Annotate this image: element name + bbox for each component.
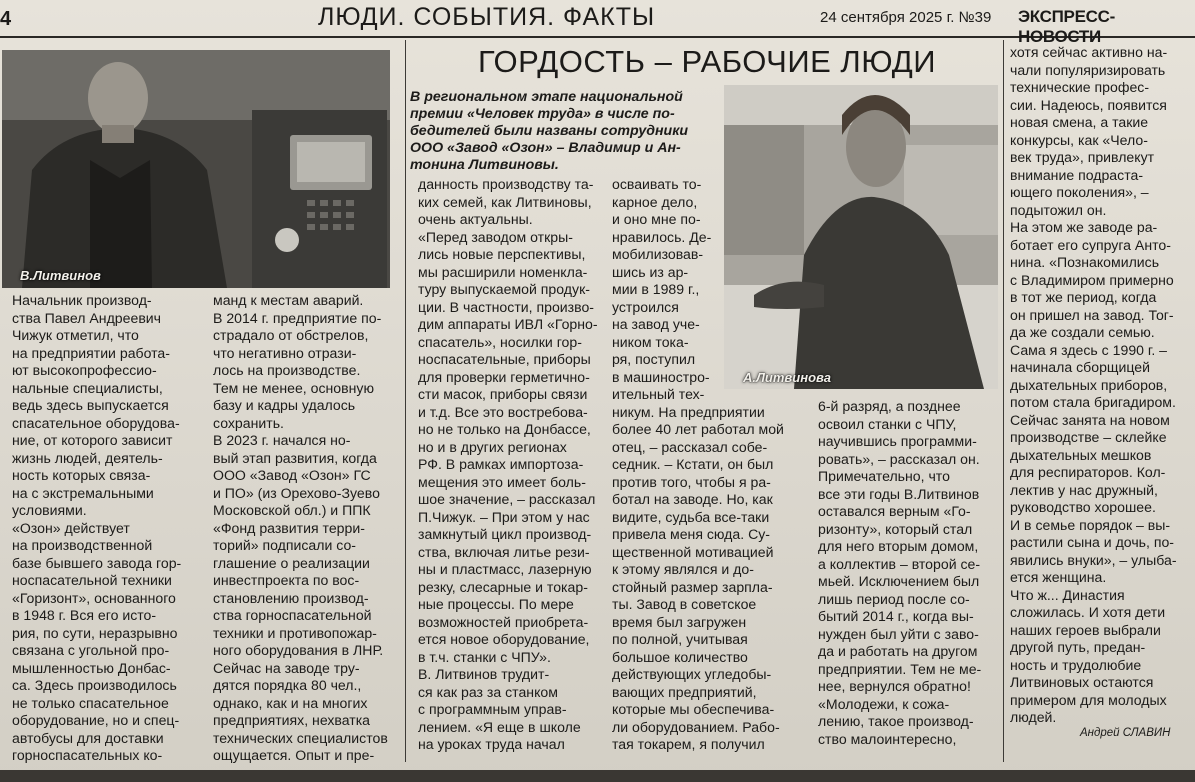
text-line: автобусы для доставки (12, 729, 164, 746)
text-line: все эти годы В.Литвинов (818, 485, 980, 502)
text-line: мьей. Исключением был (818, 573, 980, 589)
text-line: Сама я здесь с 1990 г. – (1010, 341, 1168, 358)
text-line: тая токарем, я получил (612, 736, 765, 752)
text-line: данность производству та- (418, 176, 594, 192)
text-column-4 (612, 176, 812, 754)
text-line: Примечательно, что (818, 468, 950, 484)
text-line: и ПО» (из Орехово-Зуево (213, 484, 380, 501)
text-line: щественной мотивацией (612, 543, 774, 560)
text-line: карное дело, (612, 193, 698, 210)
text-line: «Молодежи, к сожа- (818, 695, 950, 712)
text-line: страдало от обстрелов, (213, 327, 369, 343)
page-bottom-edge (0, 770, 1195, 782)
text-line: растили сына и дочь, по- (1010, 534, 1174, 550)
text-line: вый этап развития, когда (213, 449, 377, 466)
text-line: дыхательных приборов, (1010, 376, 1168, 393)
text-line: не только спасательное (12, 694, 169, 711)
page-number: 4 (0, 8, 12, 30)
text-line: что негативно отрази- (213, 344, 357, 361)
text-line: седник. – Кстати, он был (612, 456, 774, 472)
text-line: спасательное оборудова- (12, 414, 180, 431)
text-line: торий» подписали со- (213, 537, 356, 553)
text-line: сии. Надеюсь, появится (1010, 96, 1167, 113)
text-line: для проверки герметично- (418, 368, 590, 385)
text-line: «Горизонт», основанного (12, 589, 176, 606)
text-line: в тот же период, когда (1010, 289, 1157, 305)
text-line: людей. (1010, 709, 1057, 725)
text-line: техники и противопожар- (213, 624, 377, 641)
text-line: манд к местам аварий. (213, 292, 364, 308)
text-line: лишь период после со- (818, 590, 970, 607)
text-line: на предприятии работа- (12, 344, 170, 361)
text-line: нее, вернулся обратно! (818, 678, 971, 694)
text-line: ны и пластмасс, лазерную (418, 561, 592, 577)
text-line: на с экстремальными (12, 484, 154, 501)
page-header (0, 0, 1195, 46)
text-line: мии в 1989 г., (612, 281, 700, 297)
text-line: мы расширили номенкла- (418, 263, 588, 280)
text-line: осваивать то- (612, 176, 702, 192)
text-line: связана с угольной про- (12, 642, 170, 658)
text-line: лением. «Я еще в школе (418, 718, 581, 735)
text-line: отец, – рассказал собе- (612, 438, 768, 455)
text-line: на завод уче- (612, 316, 700, 332)
text-line: оборудование, но и спец- (12, 712, 180, 728)
text-line: ность и трудолюбие (1010, 656, 1142, 673)
article-headline: ГОРДОСТЬ – РАБОЧИЕ ЛЮДИ (478, 44, 936, 79)
photo-caption-left: В.Литвинов (20, 268, 101, 283)
text-line: Тем не менее, основную (213, 379, 375, 396)
text-line: П.Чижук. – При этом у нас (418, 508, 590, 525)
text-line: шись из ар- (612, 263, 689, 280)
text-line: базе бывшего завода гор- (12, 554, 182, 571)
text-line: ность которых связа- (12, 467, 151, 483)
text-line: предприятии. Тем не ме- (818, 660, 982, 677)
text-line: ют высокопрофессио- (12, 362, 157, 378)
text-line: дим аппараты ИВЛ «Горно- (418, 316, 598, 332)
text-line: В региональном этапе национальной (410, 89, 683, 105)
photo-v-litvinov-image (2, 50, 390, 288)
text-line: освоил станки с ЧПУ, (818, 415, 957, 432)
text-line: начинала сборщицей (1010, 359, 1151, 375)
text-line: сложилась. И хотя дети (1010, 604, 1166, 620)
text-line: нина. «Познакомились (1010, 254, 1160, 270)
text-line: горноспасательных ко- (12, 747, 163, 763)
text-column-2 (213, 292, 403, 765)
text-line: стойный размер зарпла- (612, 578, 773, 595)
text-line: привела меня сюда. Су- (612, 526, 770, 542)
text-line: мобилизовав- (612, 246, 704, 262)
text-line: действующих угледобы- (612, 666, 772, 682)
text-line: ство малоинтересно, (818, 730, 957, 747)
text-line: ризонту», который стал (818, 520, 973, 537)
section-title: ЛЮДИ. СОБЫТИЯ. ФАКТЫ (318, 3, 656, 31)
text-line: другой путь, предан- (1010, 639, 1146, 655)
text-line: «Фонд развития терри- (213, 519, 365, 536)
text-column-3 (418, 176, 603, 754)
text-line: ные процессы. По мере (418, 596, 574, 612)
text-line: ние, от которого зависит (12, 432, 173, 448)
text-line: ровать», – рассказал он. (818, 450, 980, 467)
text-line: технические профес- (1010, 79, 1150, 95)
text-line: мещения это имеет боль- (418, 473, 586, 490)
text-line: замкнутый цикл производ- (418, 526, 592, 542)
text-line: В 2023 г. начался но- (213, 432, 351, 448)
text-line: туру выпускаемой продук- (418, 281, 590, 297)
text-line: новая смена, а такие (1010, 114, 1149, 130)
text-line: более 40 лет работал мой (612, 421, 784, 437)
column-rule (405, 40, 406, 762)
text-line: Сейчас на заводе тру- (213, 659, 360, 676)
text-line: по полной, учитывая (612, 631, 748, 647)
text-line: да и работать на другом (818, 643, 978, 659)
text-line: технических специалистов (213, 729, 388, 746)
text-line: бедителей были названы сотрудники (410, 123, 689, 139)
text-line: в т.ч. станки с ЧПУ». (418, 648, 551, 665)
text-line: для респираторов. Кол- (1010, 464, 1166, 480)
text-line: научившись программи- (818, 433, 977, 449)
text-line: ведь здесь выпускается (12, 397, 169, 413)
text-line: сти масок, приборы связи (418, 386, 588, 402)
text-line: большое количество (612, 648, 748, 665)
text-line: базу и кадры удалось (213, 397, 356, 413)
text-line: В 2014 г. предприятие по- (213, 309, 382, 326)
text-line: ного оборудования в ЛНР. (213, 642, 384, 658)
text-line: носпасательной техники (12, 572, 172, 588)
text-line: нравилось. Де- (612, 228, 712, 245)
text-line: ООО «Завод «Озон» ГС (213, 467, 371, 483)
text-line: явились внуки», – улыба- (1010, 551, 1177, 568)
text-line: внимание подраста- (1010, 166, 1144, 183)
text-line: он пришел на завод. Тог- (1010, 306, 1174, 323)
text-line: наших героев выбрали (1010, 621, 1161, 638)
text-line: РФ. В рамках импортоза- (418, 456, 584, 472)
text-line: ется новое оборудование, (418, 631, 590, 647)
text-line: ником тока- (612, 333, 689, 350)
text-line: с Владимиром примерно (1010, 271, 1174, 288)
text-column-6 (1010, 44, 1190, 727)
text-line: нальные специалисты, (12, 379, 163, 396)
text-line: однако, как и на многих (213, 694, 368, 711)
text-line: примером для молодых (1010, 691, 1167, 708)
text-line: ительный тех- (612, 386, 705, 402)
text-line: в 1948 г. Вся его исто- (12, 607, 157, 623)
text-line: ства Павел Андреевич (12, 309, 162, 326)
text-line: ства, включая литье рези- (418, 543, 590, 560)
text-line: ции. В частности, произво- (418, 298, 594, 315)
text-line: лению, такое производ- (818, 713, 974, 729)
text-line: Литвиновых остаются (1010, 674, 1154, 690)
text-line: шое значение, – рассказал (418, 491, 596, 507)
text-line: видите, судьба все-таки (612, 508, 770, 525)
text-column-1 (12, 292, 205, 765)
text-line: ощущается. Опыт и пре- (213, 747, 375, 763)
text-line: дыхательных мешков (1010, 446, 1152, 463)
text-line: «Перед заводом откры- (418, 228, 573, 245)
text-line: ООО «Завод «Озон» – Владимир и Ан- (410, 140, 681, 156)
text-line: спасатель», носилки гор- (418, 333, 582, 350)
text-line: да же создали семью. (1010, 324, 1155, 340)
text-line: ботает его супруга Анто- (1010, 236, 1171, 253)
text-line: премии «Человек труда» в числе по- (410, 106, 675, 122)
text-line: а коллектив – второй се- (818, 555, 981, 572)
text-line: ется женщина. (1010, 569, 1107, 585)
text-line: лось на производстве. (213, 362, 361, 378)
text-line: против того, чтобы я ра- (612, 473, 771, 490)
text-line: Сейчас занята на новом (1010, 411, 1170, 428)
text-column-5 (818, 398, 1002, 748)
text-line: сохранить. (213, 414, 284, 431)
text-line: лектив у нас дружный, (1010, 481, 1158, 498)
column-rule (1003, 40, 1004, 762)
text-line: возможностей приобрета- (418, 613, 589, 630)
text-line: на производственной (12, 537, 153, 553)
text-line: чали популяризировать (1010, 61, 1166, 78)
text-line: Начальник производ- (12, 292, 152, 308)
text-line: мышленностью Донбас- (12, 659, 171, 676)
newspaper-name: ЭКСПРЕСС-НОВОСТИ (1018, 7, 1115, 46)
text-line: подытожил он. (1010, 201, 1107, 218)
text-line: которые мы обеспечива- (612, 701, 775, 717)
text-line: устроился (612, 298, 679, 315)
text-line: и т.д. Все это востребова- (418, 403, 588, 420)
text-line: руководство хорошее. (1010, 499, 1156, 515)
text-line: инвестпроекта по вос- (213, 572, 360, 588)
text-line: тонина Литвиновы. (410, 157, 559, 173)
photo-v-litvinov (2, 50, 390, 288)
text-line: век труда», привлекут (1010, 149, 1155, 165)
text-line: жизнь людей, деятель- (12, 449, 163, 466)
text-line: резку, слесарные и токар- (418, 578, 588, 595)
article-byline: Андрей СЛАВИН (1080, 727, 1171, 739)
text-line: ря, поступил (612, 351, 696, 367)
text-line: рия, по сути, неразрывно (12, 624, 178, 641)
text-line: ботал на заводе. Но, как (612, 491, 773, 507)
text-line: Что ж... Династия (1010, 586, 1125, 603)
text-line: Чижук отметил, что (12, 327, 139, 343)
text-line: производстве – склейке (1010, 429, 1167, 445)
text-line: никум. На предприятии (612, 403, 765, 420)
text-line: но не только на Донбассе, (418, 421, 591, 437)
issue-date: 24 сентября 2025 г. №39 (820, 9, 992, 26)
text-line: са. Здесь производилось (12, 677, 177, 693)
text-line: время был загружен (612, 613, 747, 630)
text-line: для него вторым домом, (818, 538, 979, 554)
text-line: оставался верным «Го- (818, 503, 971, 519)
text-line: становлению производ- (213, 589, 369, 606)
text-line: 6-й разряд, а позднее (818, 398, 961, 414)
text-line: хотя сейчас активно на- (1010, 44, 1168, 60)
text-line: ли оборудованием. Рабо- (612, 718, 780, 735)
text-line: вающих предприятий, (612, 683, 757, 700)
text-line: с программным управ- (418, 701, 567, 717)
text-line: ты. Завод в советское (612, 596, 757, 612)
text-line: предприятиях, нехватка (213, 712, 371, 728)
text-line: конкурсы, как «Чело- (1010, 131, 1148, 148)
text-line: и оно мне по- (612, 211, 701, 227)
text-line: бытий 2014 г., когда вы- (818, 608, 974, 624)
text-line: носпасательные, приборы (418, 351, 591, 367)
article-lead (410, 89, 722, 174)
text-line: к этому являлся и до- (612, 561, 754, 577)
text-line: потом стала бригадиром. (1010, 394, 1176, 410)
text-line: очень актуальны. (418, 211, 533, 227)
text-line: Московской обл.) и ППК (213, 502, 371, 518)
text-line: ся как раз за станком (418, 683, 558, 700)
text-line: нужден был уйти с заво- (818, 625, 979, 642)
text-line: ства горноспасательной (213, 607, 372, 623)
text-line: На этом же заводе ра- (1010, 219, 1158, 235)
photo-caption-right: А.Литвинова (743, 370, 831, 385)
text-line: лись новые перспективы, (418, 246, 586, 262)
text-line: «Озон» действует (12, 519, 130, 536)
text-line: на уроках труда начал (418, 736, 565, 752)
text-line: ких семей, как Литвиновы, (418, 193, 592, 210)
text-line: в машиностро- (612, 368, 710, 385)
text-line: дятся порядка 80 чел., (213, 677, 362, 693)
text-line: И в семье порядок – вы- (1010, 516, 1171, 533)
text-line: глашение о реализации (213, 554, 370, 571)
text-line: но и в других регионах (418, 438, 567, 455)
text-line: условиями. (12, 502, 87, 518)
text-line: В. Литвинов трудит- (418, 666, 550, 682)
text-line: ющего поколения», – (1010, 184, 1149, 200)
